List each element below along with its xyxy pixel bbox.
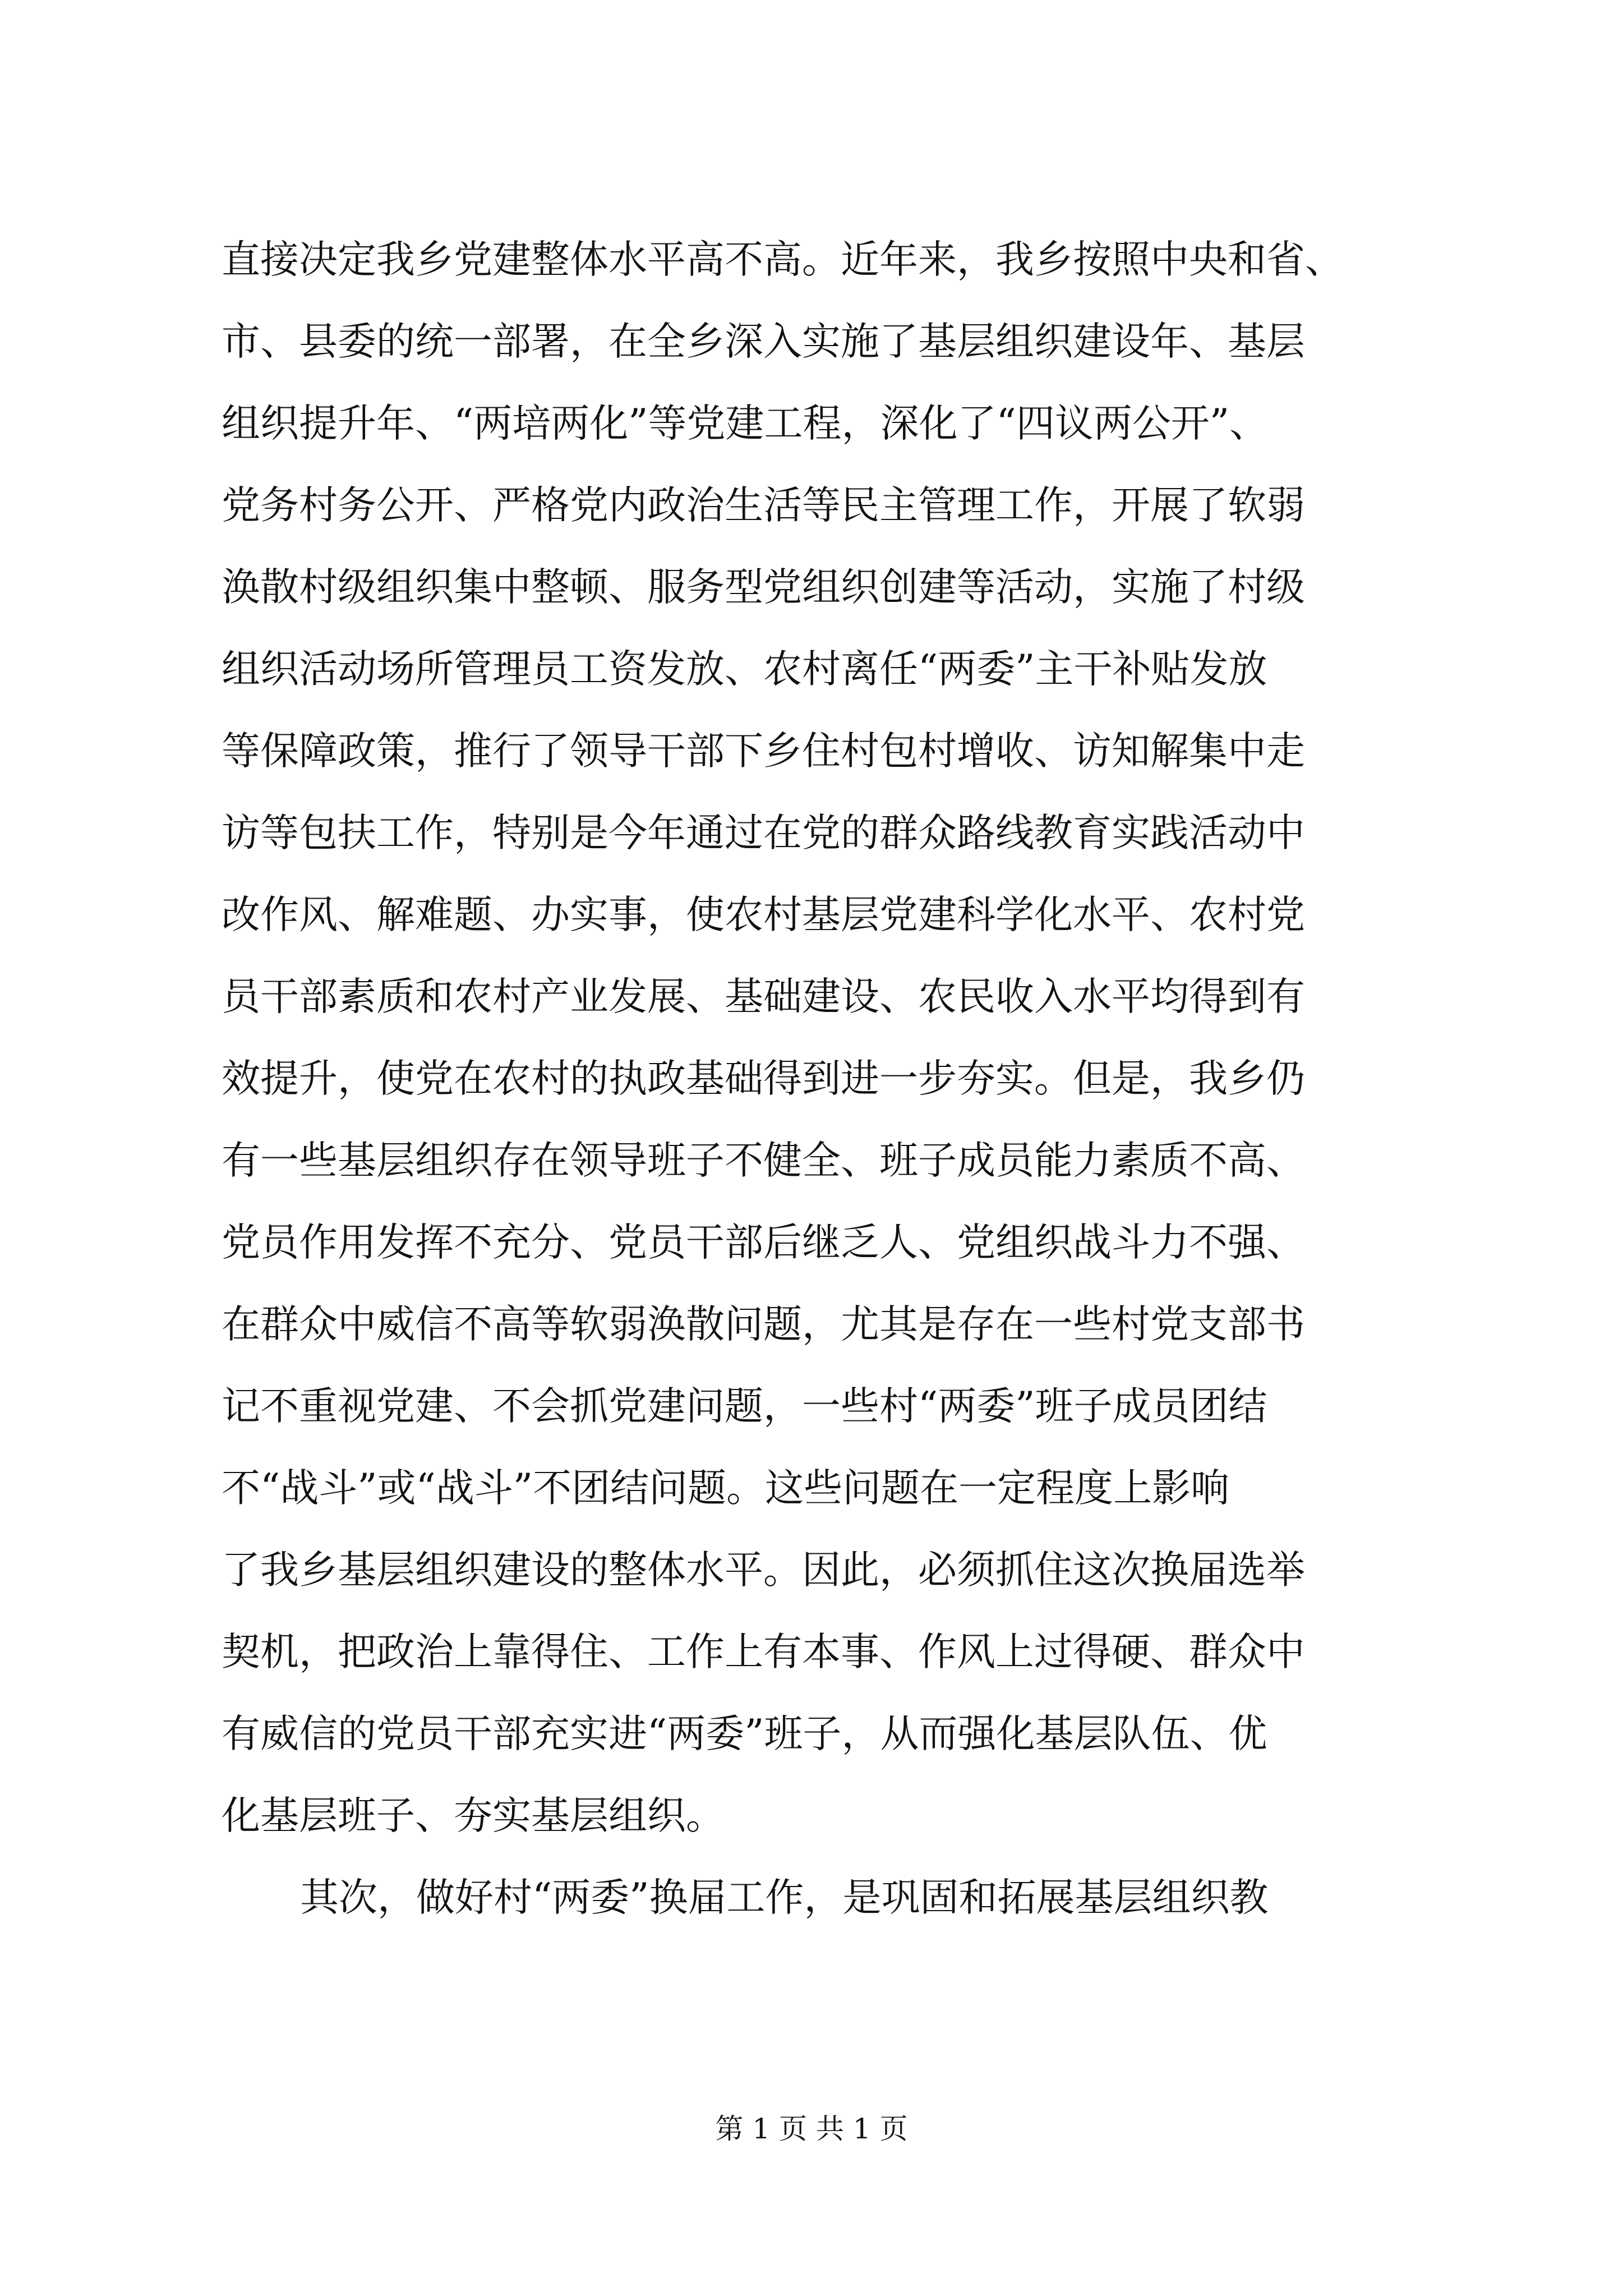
text-line: 等保障政策，推行了领导干部下乡住村包村增收、访知解集中走 xyxy=(222,729,1305,774)
text-line: 直接决定我乡党建整体水平高不高。近年来，我乡按照中央和省、 xyxy=(222,237,1344,282)
text-line: 改作风、解难题、办实事，使农村基层党建科学化水平、农村党 xyxy=(222,892,1305,937)
text-line: 了我乡基层组织建设的整体水平。因此，必须抓住这次换届选举 xyxy=(222,1548,1305,1593)
text-line: 效提升，使党在农村的执政基础得到进一步夯实。但是，我乡仍 xyxy=(222,1056,1305,1101)
page-footer: 第 1 页 共 1 页 xyxy=(715,2113,908,2145)
paragraph-start-line: 其次，做好村“两委”换届工作，是巩固和拓展基层组织教 xyxy=(300,1875,1269,1920)
text-line: 员干部素质和农村产业发展、基础建设、农民收入水平均得到有 xyxy=(222,974,1305,1019)
text-line: 记不重视党建、不会抓党建问题，一些村“两委”班子成员团结 xyxy=(222,1384,1267,1429)
text-line: 市、县委的统一部署，在全乡深入实施了基层组织建设年、基层 xyxy=(222,319,1305,364)
text-line: 在群众中威信不高等软弱涣散问题，尤其是存在一些村党支部书 xyxy=(222,1302,1305,1347)
text-line: 党员作用发挥不充分、党员干部后继乏人、党组织战斗力不强、 xyxy=(222,1220,1305,1265)
text-line: 涣散村级组织集中整顿、服务型党组织创建等活动，实施了村级 xyxy=(222,565,1305,610)
text-line: 有一些基层组织存在领导班子不健全、班子成员能力素质不高、 xyxy=(222,1138,1305,1183)
text-line: 访等包扶工作，特别是今年通过在党的群众路线教育实践活动中 xyxy=(222,811,1305,855)
text-line: 契机，把政治上靠得住、工作上有本事、作风上过得硬、群众中 xyxy=(222,1630,1305,1674)
text-line: 不“战斗”或“战斗”不团结问题。这些问题在一定程度上影响 xyxy=(222,1466,1230,1511)
text-line: 组织活动场所管理员工资发放、农村离任“两委”主干补贴发放 xyxy=(222,647,1267,692)
body-text xyxy=(222,219,1405,1939)
text-line: 化基层班子、夯实基层组织。 xyxy=(222,1793,725,1838)
text-line: 有威信的党员干部充实进“两委”班子，从而强化基层队伍、优 xyxy=(222,1711,1267,1756)
text-line: 组织提升年、“两培两化”等党建工程，深化了“四议两公开”、 xyxy=(222,401,1269,446)
text-line: 党务村务公开、严格党内政治生活等民主管理工作，开展了软弱 xyxy=(222,483,1305,528)
